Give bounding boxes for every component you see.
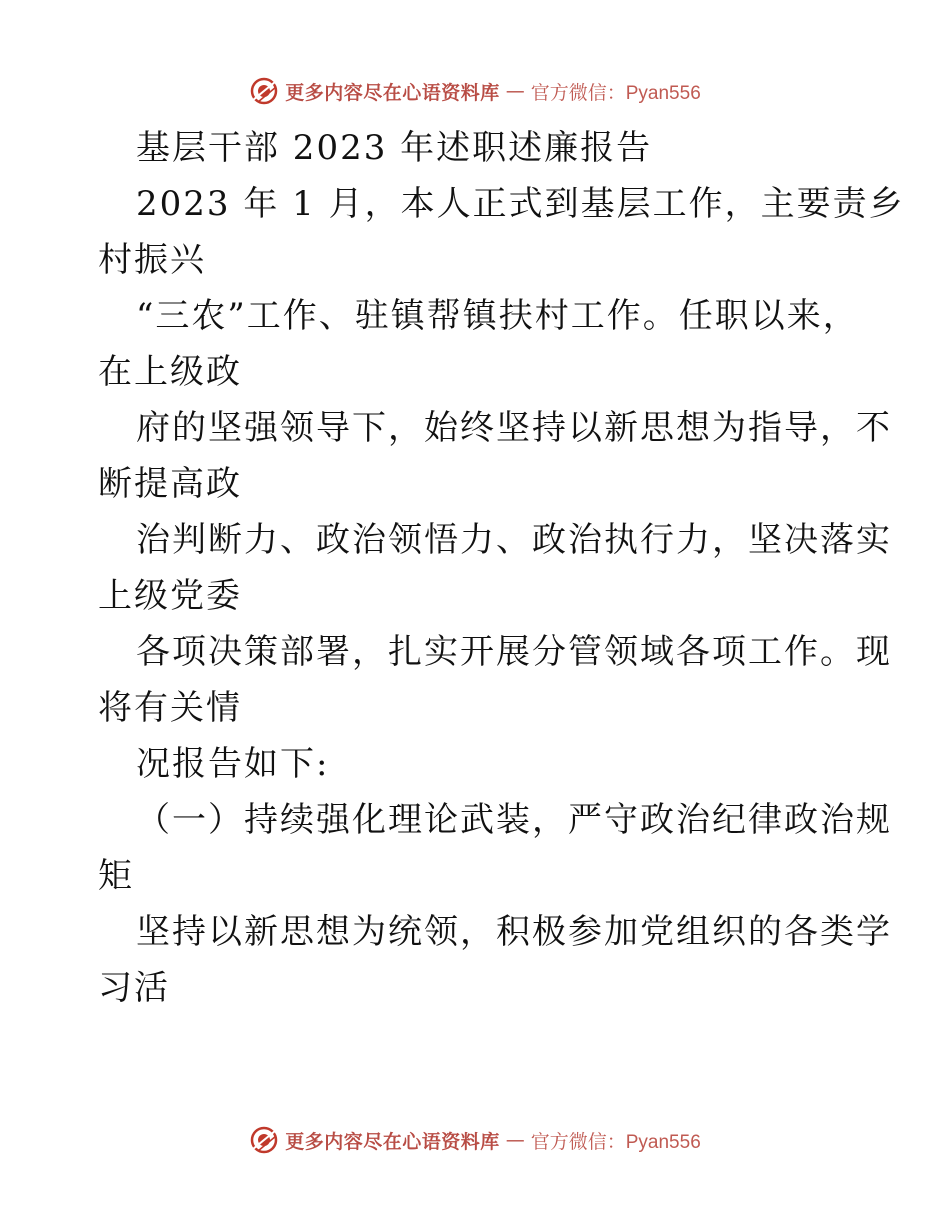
watermark-separator: — [505, 1129, 525, 1151]
document-line: （一）持续强化理论武装，严守政治纪律政治规 [136, 800, 892, 840]
document-line: 治判断力、政治领悟力、政治执行力，坚决落实 [136, 520, 892, 560]
watermark-header [0, 74, 950, 108]
brand-logo-icon [249, 76, 279, 106]
watermark-separator: — [505, 80, 525, 102]
watermark-brand-text: 更多内容尽在心语资料库 [285, 1130, 500, 1153]
watermark-footer [0, 1123, 950, 1157]
document-line: 各项决策部署，扎实开展分管领域各项工作。现 [136, 632, 892, 672]
watermark-brand-text: 更多内容尽在心语资料库 [285, 81, 500, 104]
brand-logo-icon [249, 1125, 279, 1155]
watermark-contact-text: 官方微信：Pyan556 [530, 1131, 701, 1153]
document-line: 府的坚强领导下，始终坚持以新思想为指导，不 [136, 408, 892, 448]
document-line: 村振兴 [98, 240, 206, 280]
document-line: 矩 [98, 856, 134, 896]
document-line: 况报告如下: [136, 744, 330, 784]
document-line: 习活 [98, 968, 170, 1008]
document-line: 坚持以新思想为统领，积极参加党组织的各类学 [136, 912, 892, 952]
document-line: 在上级政 [98, 352, 242, 392]
document-line: 将有关情 [98, 688, 242, 728]
document-line: “三农”工作、驻镇帮镇扶村工作。任职以来， [136, 296, 859, 336]
document-title: 基层干部 2023 年述职述廉报告 [136, 128, 653, 168]
watermark-contact-text: 官方微信：Pyan556 [530, 82, 701, 104]
document-body [98, 120, 905, 1016]
document-line: 2023 年 1 月，本人正式到基层工作，主要责乡 [136, 184, 905, 224]
document-line: 上级党委 [98, 576, 242, 616]
document-line: 断提高政 [98, 464, 242, 504]
